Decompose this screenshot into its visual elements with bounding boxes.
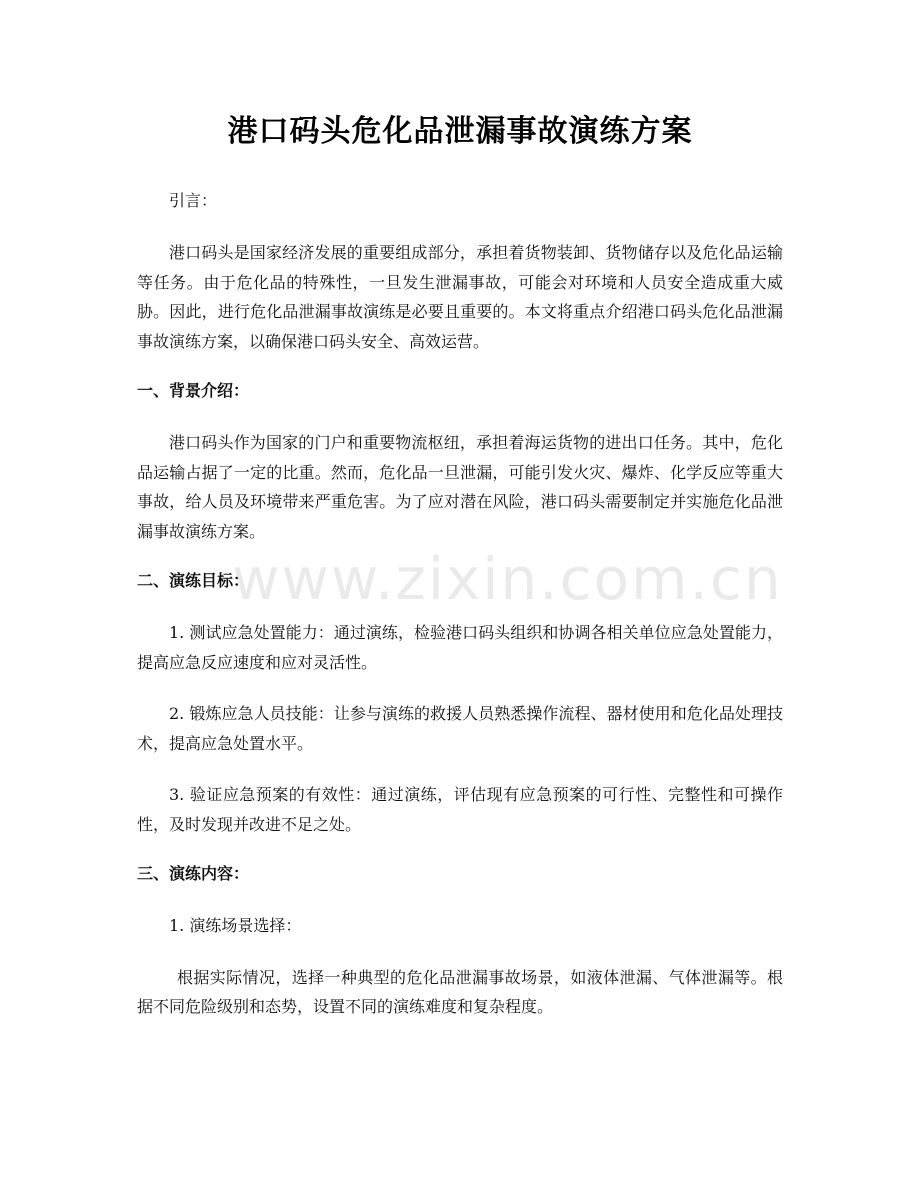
intro-label: 引言： [169,191,218,210]
goal-item-1: 1. 测试应急处置能力：通过演练，检验港口码头组织和协调各相关单位应急处置能力，提高应急反应速度和应对灵活性。 [137,623,783,672]
goal-item-3: 3. 验证应急预案的有效性：通过演练，评估现有应急预案的可行性、完整性和可操作性，及时发现并改进不足之处。 [137,785,783,834]
goal-item-2: 2. 锻炼应急人员技能：让参与演练的救援人员熟悉操作流程、器材使用和危化品处理技术，提高应急处置水平。 [137,704,783,753]
section-heading-content: 三、演练内容： [137,864,250,883]
section-heading-background: 一、背景介绍： [137,381,250,400]
content-sub-label: 1. 演练场景选择： [169,916,302,935]
section-heading-goals: 二、演练目标： [137,571,250,590]
document-title: 港口码头危化品泄漏事故演练方案 [227,114,693,149]
background-paragraph: 港口码头作为国家的门户和重要物流枢纽，承担着海运货物的进出口任务。其中，危化品运输占据了一定的比重。然而，危化品一旦泄漏，可能引发火灾、爆炸、化学反应等重大事故，给人员及环境带来严重危害。为了应对潜在风险，港口码头需要制定并实施危化品泄漏事故演练方案。 [137,433,783,541]
watermark-text: www.zixin.com.cn [232,545,783,613]
content-sub-paragraph: 根据实际情况，选择一种典型的危化品泄漏事故场景，如液体泄漏、气体泄漏等。根据不同危险级别和态势，设置不同的演练难度和复杂程度。 [137,967,783,1016]
intro-paragraph: 港口码头是国家经济发展的重要组成部分，承担着货物装卸、货物储存以及危化品运输等任务。由于危化品的特殊性，一旦发生泄漏事故，可能会对环境和人员安全造成重大威胁。因此，进行危化品泄漏事故演练是必要且重要的。本文将重点介绍港口码头危化品泄漏事故演练方案，以确保港口码头安全、高效运营。 [137,243,783,351]
